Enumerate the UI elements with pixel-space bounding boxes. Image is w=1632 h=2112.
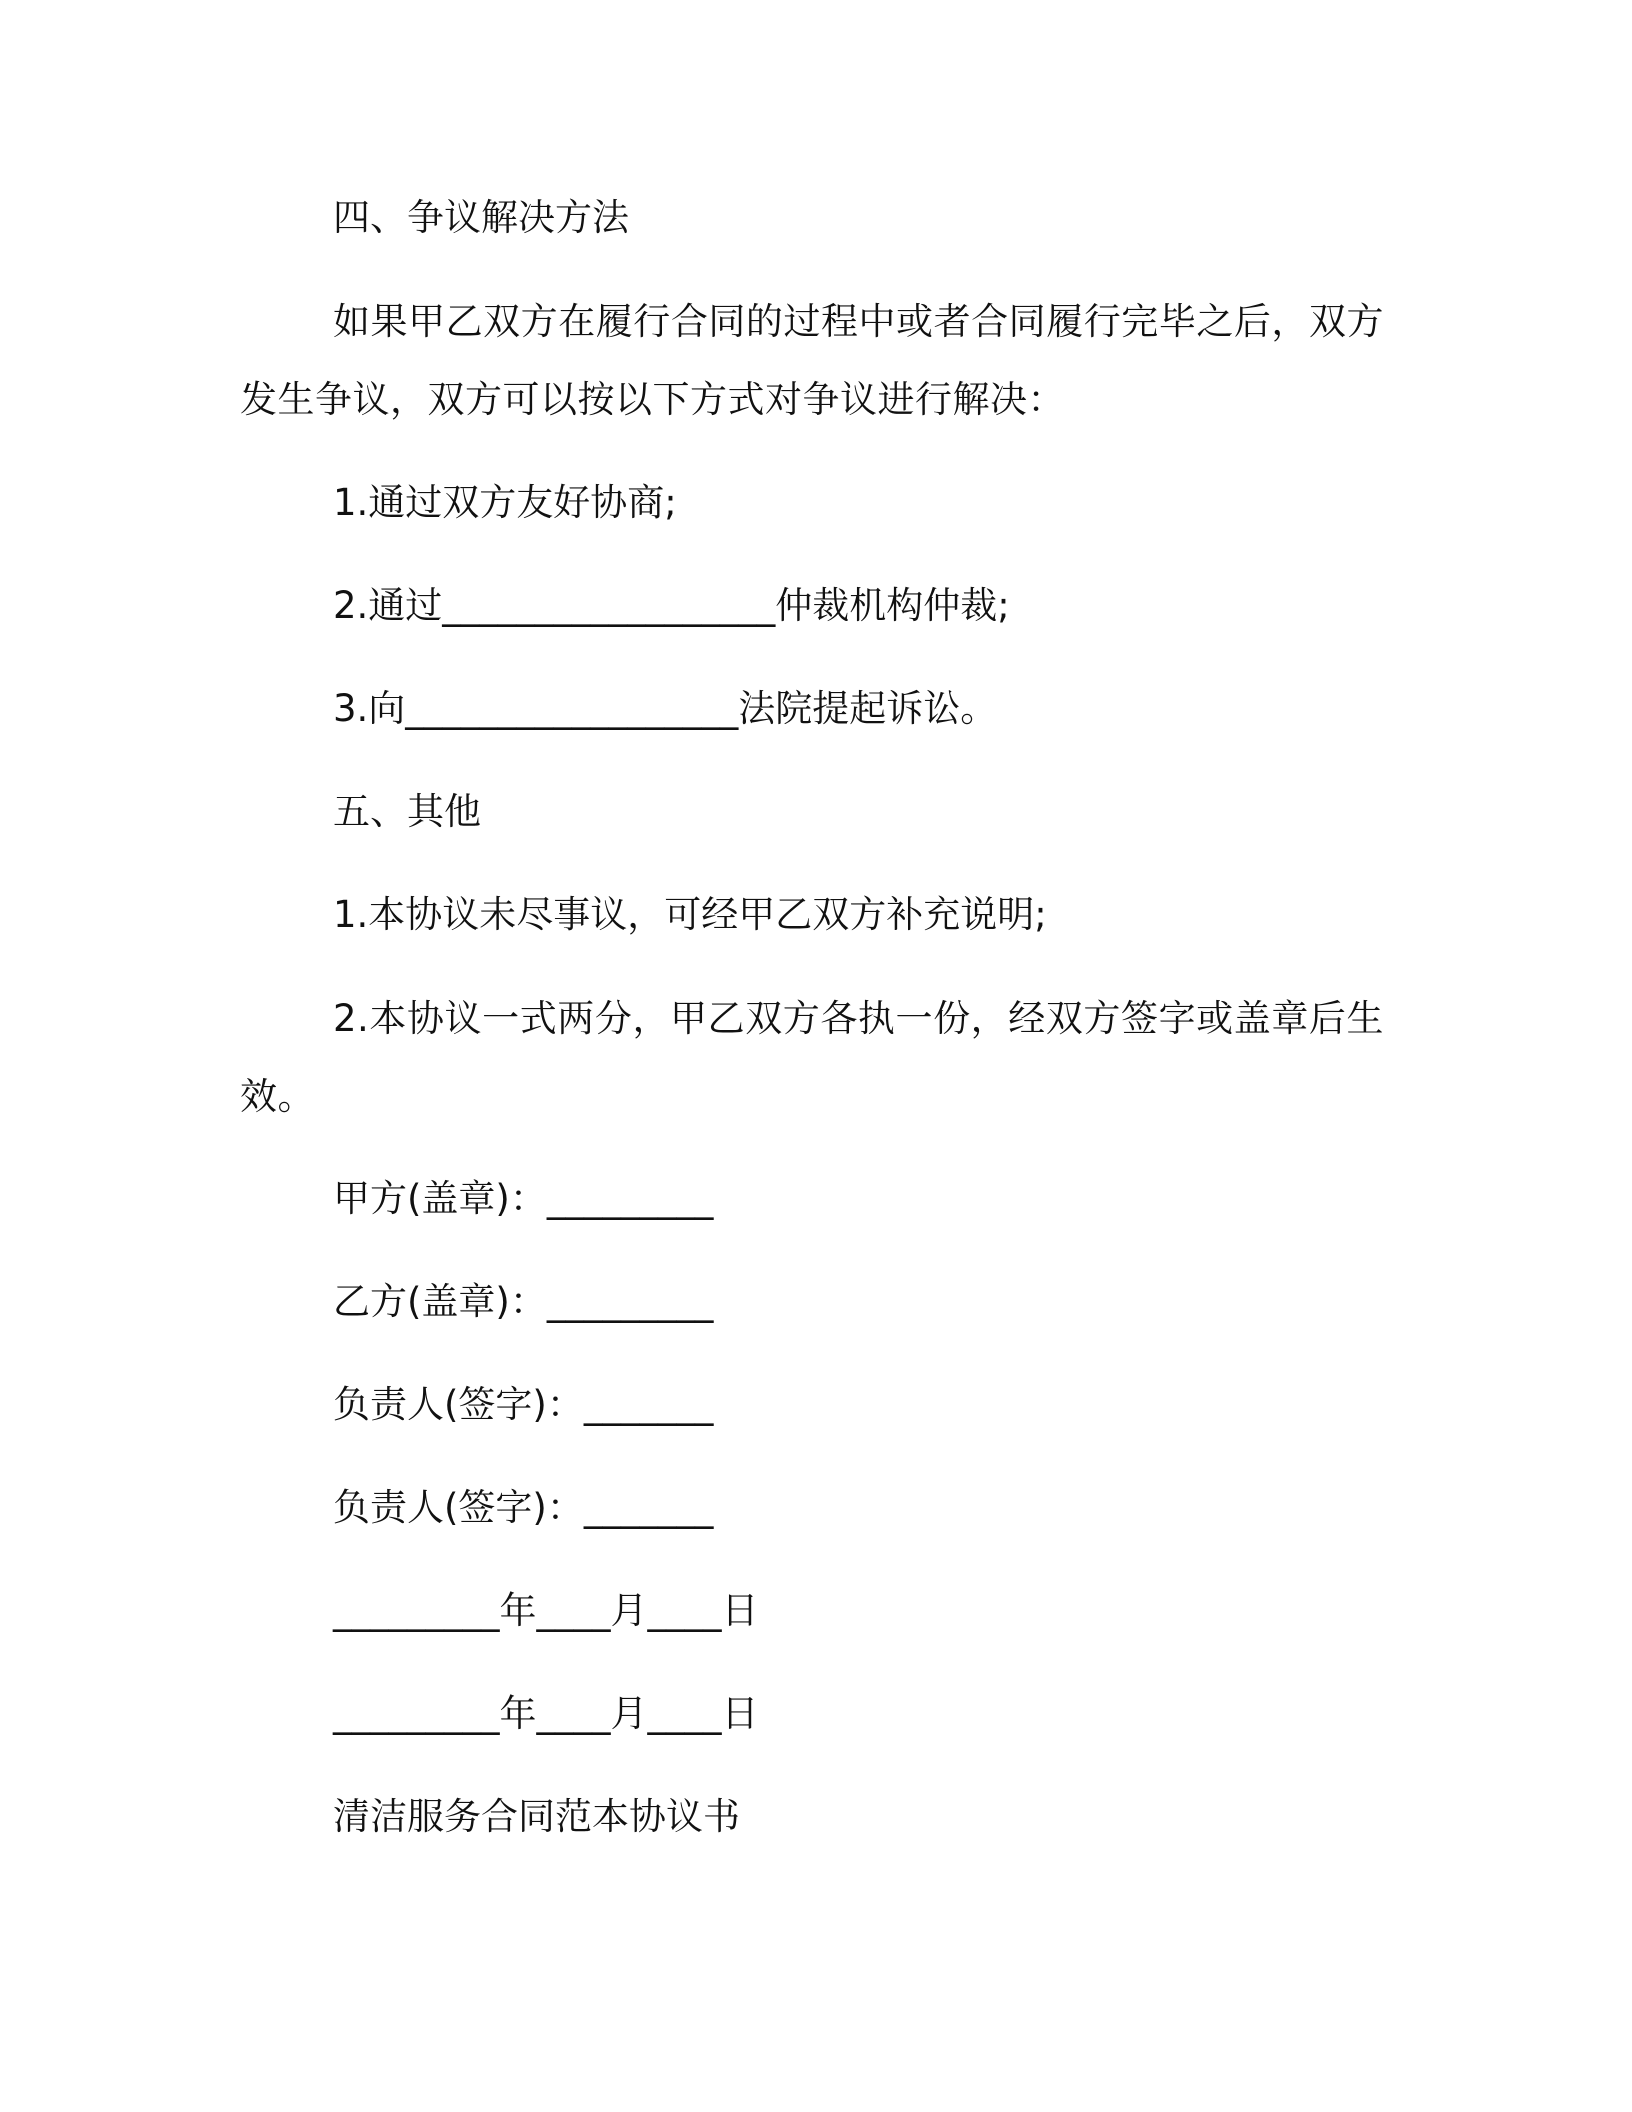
section-4-item-2: 2.通过__________________仲裁机构仲裁; [333, 584, 1010, 627]
party-a-seal-line: 甲方(盖章)：_________ [333, 1177, 714, 1220]
date-line-1: _________年____月____日 [333, 1589, 759, 1632]
responsible-signature-line-1: 负责人(签字)：_______ [333, 1383, 714, 1426]
section-4-intro-paragraph: 如果甲乙双方在履行合同的过程中或者合同履行完毕之后，双方发生争议，双方可以按以下方式对争议进行解决： [240, 300, 1384, 421]
section-5-item-2-paragraph: 2.本协议一式两分，甲乙双方各执一份，经双方签字或盖章后生效。 [240, 997, 1384, 1118]
date-line-2: _________年____月____日 [333, 1692, 759, 1735]
section-5-item-1: 1.本协议未尽事议，可经甲乙双方补充说明; [333, 893, 1047, 936]
section-4-heading: 四、争议解决方法 [333, 196, 629, 239]
section-5-heading: 五、其他 [333, 790, 481, 833]
section-4-item-3: 3.向__________________法院提起诉讼。 [333, 687, 998, 730]
section-4-item-1: 1.通过双方友好协商; [333, 481, 677, 524]
next-document-title: 清洁服务合同范本协议书 [333, 1795, 740, 1838]
party-b-seal-line: 乙方(盖章)：_________ [333, 1280, 714, 1323]
responsible-signature-line-2: 负责人(签字)：_______ [333, 1486, 714, 1529]
